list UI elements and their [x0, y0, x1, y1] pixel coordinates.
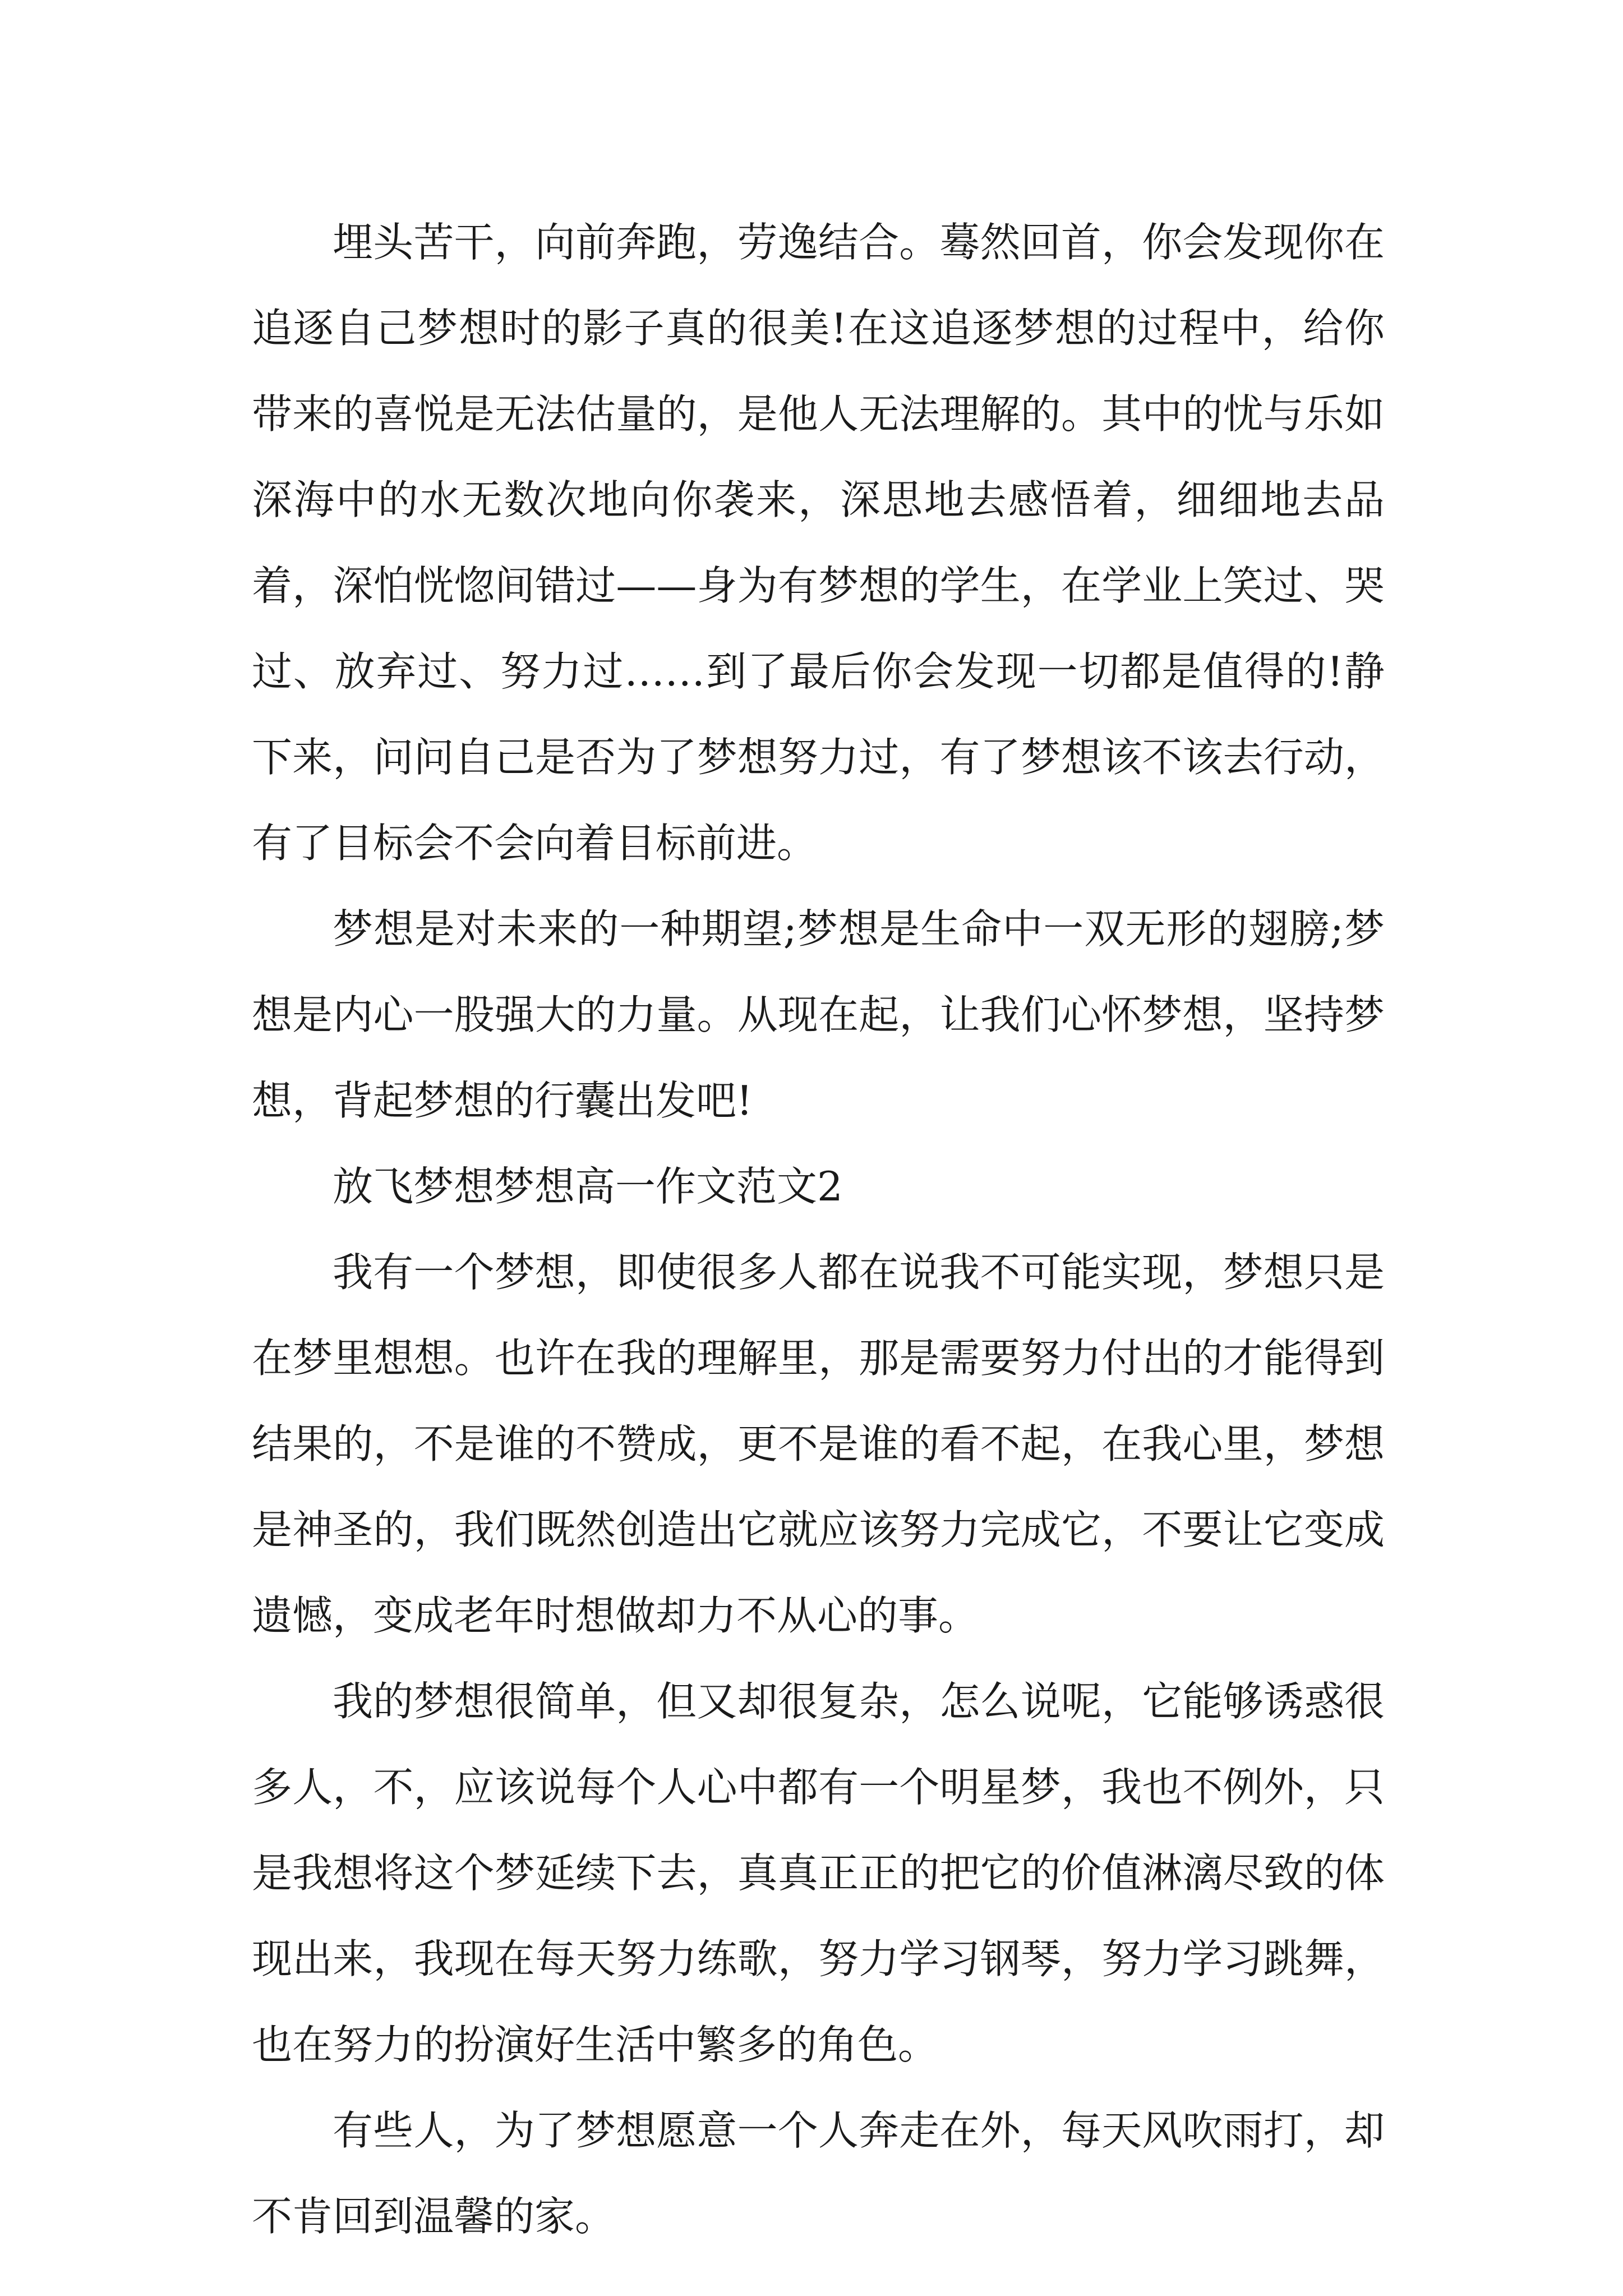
- paragraph-5: 有些人，为了梦想愿意一个人奔走在外，每天风吹雨打，却不肯回到温馨的家。: [252, 2107, 1385, 2240]
- paragraph-2: 梦想是对未来的一种期望;梦想是生命中一双无形的翅膀;梦想是内心一股强大的力量。从现在起，让我们心怀梦想，坚持梦想，背起梦想的行囊出发吧!: [252, 905, 1385, 1124]
- essay-heading: 放飞梦想梦想高一作文范文2: [333, 1163, 843, 1210]
- paragraph-4: 我的梦想很简单，但又却很复杂，怎么说呢，它能够诱惑很多人，不，应该说每个人心中都有一个明星梦，我也不例外，只是我想将这个梦延续下去，真真正正的把它的价值淋漓尽致的体现出来，我现在每天努力练歌，努力学习钢琴，努力学习跳舞，也在努力的扮演好生活中繁多的角色。: [252, 1678, 1385, 2068]
- paragraph-3: 我有一个梦想，即使很多人都在说我不可能实现，梦想只是在梦里想想。也许在我的理解里，那是需要努力付出的才能得到结果的，不是谁的不赞成，更不是谁的看不起，在我心里，梦想是神圣的，我们既然创造出它就应该努力完成它，不要让它变成遗憾，变成老年时想做却力不从心的事。: [252, 1249, 1385, 1639]
- paragraph-1: 埋头苦干，向前奔跑，劳逸结合。蓦然回首，你会发现你在追逐自己梦想时的影子真的很美!在这追逐梦想的过程中，给你带来的喜悦是无法估量的，是他人无法理解的。其中的忧与乐如深海中的水无数次地向你袭来，深思地去感悟着，细细地去品着，深怕恍惚间错过——身为有梦想的学生，在学业上笑过、哭过、放弃过、努力过……到了最后你会发现一切都是值得的!静下来，问问自己是否为了梦想努力过，有了梦想该不该去行动，有了目标会不会向着目标前进。: [252, 219, 1385, 867]
- document-body: [252, 200, 1385, 2260]
